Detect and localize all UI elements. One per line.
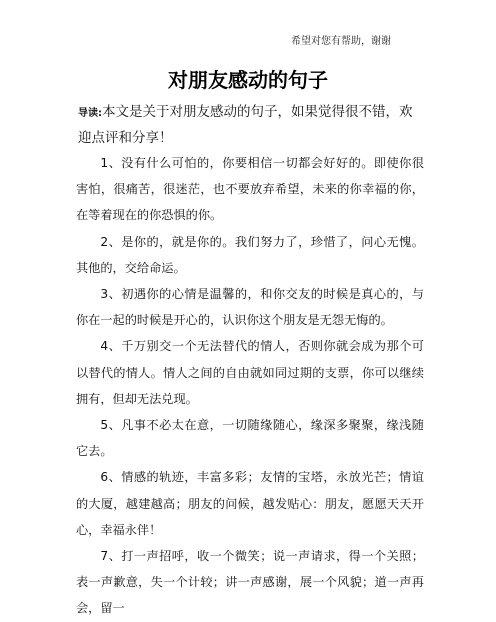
paragraph-7: 7、打一声招呼，收一个微笑；说一声请求，得一个关照；表一声歉意，失一个计较；讲一声感谢，展一个风貌；道一声再会，留一 bbox=[76, 549, 424, 616]
document-body bbox=[76, 150, 424, 622]
paragraph-5: 5、凡事不必太在意，一切随缘随心，缘深多聚聚，缘浅随它去。 bbox=[76, 418, 424, 459]
paragraph-4: 4、千万别交一个无法替代的情人，否则你就会成为那个可以替代的情人。情人之间的自由就如同过期的支票，你可以继续拥有，但却无法兑现。 bbox=[76, 339, 424, 406]
paragraph-3: 3、初遇你的心情是温馨的，和你交友的时候是真心的，与你在一起的时候是开心的，认识你这个朋友是无怨无悔的。 bbox=[76, 287, 424, 328]
paragraph-2: 2、是你的，就是你的。我们努力了，珍惜了，问心无愧。其他的，交给命运。 bbox=[76, 234, 424, 275]
document-title: 对朋友感动的句子 bbox=[168, 68, 328, 92]
header-note: 希望对您有帮助，谢谢 bbox=[291, 36, 391, 47]
intro-paragraph bbox=[78, 100, 423, 150]
paragraph-6: 6、情感的轨迹，丰富多彩；友情的宝塔，永放光芒；情谊的大厦，越建越高；朋友的问候，越发贴心：朋友，愿愿天天开心，幸福永伴！ bbox=[76, 470, 424, 537]
intro-label: 导读: bbox=[78, 108, 102, 119]
intro-text: 本文是关于对朋友感动的句子，如果觉得很不错，欢迎点评和分享！ bbox=[78, 104, 413, 146]
paragraph-1: 1、没有什么可怕的，你要相信一切都会好好的。即使你很害怕，很痛苦，很迷茫，也不要放弃希望，未来的你幸福的你，在等着现在的你恐惧的你。 bbox=[76, 156, 424, 223]
